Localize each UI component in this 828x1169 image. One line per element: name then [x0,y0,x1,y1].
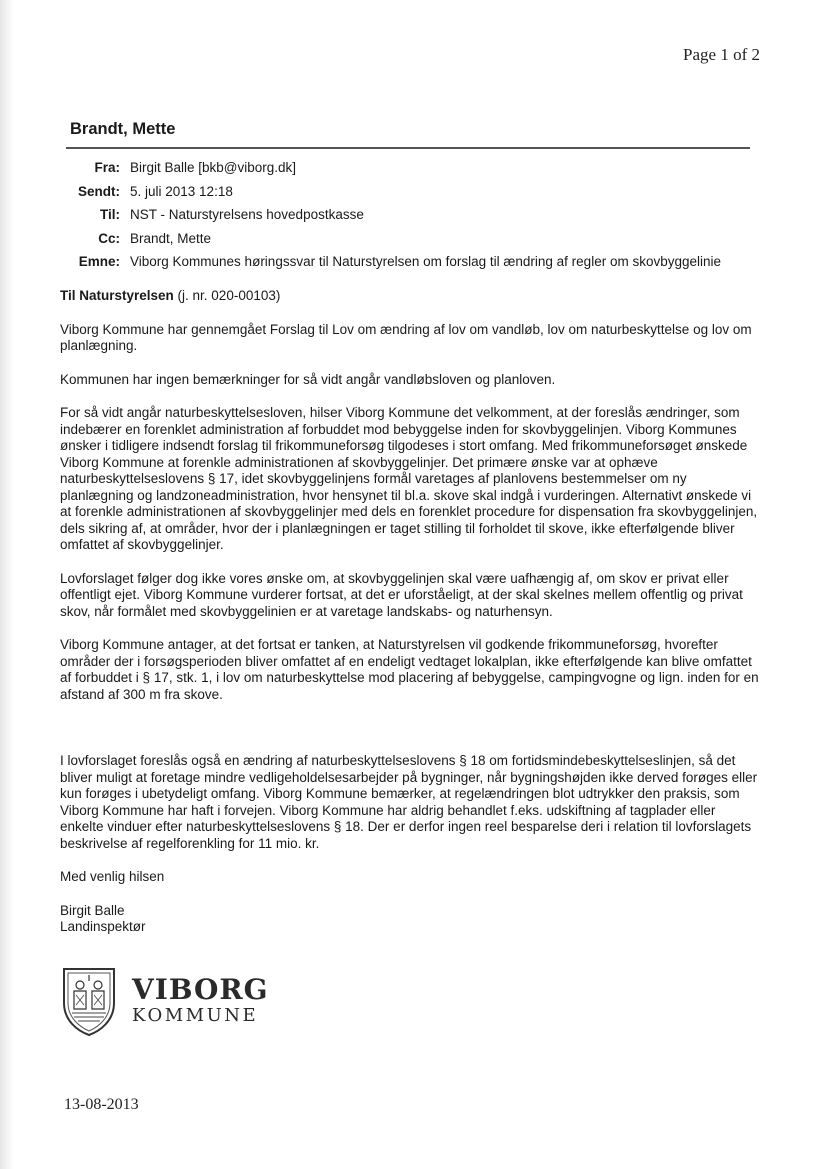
header-divider [66,147,750,149]
header-value: NST - Naturstyrelsens hovedpostkasse [130,207,364,222]
header-label: Sendt: [78,183,120,199]
header-to [70,203,721,227]
addressee-line [60,288,760,305]
addressee-name: Til Naturstyrelsen [60,288,174,303]
header-label: Cc: [98,230,120,246]
signer-name: Birgit Balle [60,902,125,918]
logo-subtitle: KOMMUNE [132,1005,259,1026]
paragraph-section-18: I lovforslaget foreslås også en ændring af naturbeskyttelseslovens § 18 om fortidsmindebeskyttelseslinjen, så det bliver muligt at foretage mindre vedligeholdelsesarbejder på bygninger, når bygningshøjden ikke derved forøges eller kun forøges i ubetydeligt omfang. Viborg Kommune bemærker, at regelændringen blot udtrykker den praksis, som Viborg Kommune har haft i forvejen. Viborg Kommune har aldrig behandlet f.eks. udskiftning af tagplader eller enkelte vinduer efter naturbeskyttelseslovens § 18. Der er derfor ingen reel besparelse deri i relation til lovforslagets beskrivelse af regelforenkling for 11 mio. kr. [60,753,758,851]
header-sent [70,180,721,204]
header-value: 5. juli 2013 12:18 [130,183,233,199]
paragraph-forest-ownership: Lovforslaget følger dog ikke vores ønske om, at skovbyggelinjen skal være uafhængig af, om skov er privat eller offentligt ejet. Viborg Kommune vurderer fortsat, at det er uforståeligt, at der skal skelnes mellem offentlig og privat skov, når formålet med skovbyggelinien er at varetage landskabs- og naturhensyn. [60,570,743,619]
closing-greeting: Med venlig hilsen [60,869,165,884]
header-from [70,156,721,180]
paragraph-nature-protection: For så vidt angår naturbeskyttelsesloven, hilser Viborg Kommune det velkomment, at der foreslås ændringer, som indebærer en forenklet administration af forbuddet mod bebyggelse inden for skovbyggelinjen. Viborg Kommunes ønsker i tidligere indsendt forslag til frikommuneforsøg tilgodeses i stort omfang. Med frikommuneforsøget ønskede Viborg Kommune at forenkle administrationen af skovbyggelinjer. Det primære ønske var at ophæve naturbeskyttelseslovens § 17, idet skovbyggelinjens formål varetages af planlovens bestemmelser om ny planlægning og landzoneadministration, hvor hensynet til bl.a. skove skal indgå i vurderingen. Alternativt ønskede vi at forenkle administrationen af skovbyggelinjer med dels en forenklet procedure for dispensation fra skovbyggelinjen, dels sikring af, at områder, hvor der i planlægningen er taget stilling til forholdet til skove, ikke efterfølgende bliver omfattet af skovbyggelinjer. [60,405,758,552]
signature-block [60,869,760,936]
logo-name: VIBORG [132,973,269,1006]
received-date-stamp: 13-08-2013 [64,1096,139,1113]
signer-title: Landinspektør [60,919,146,934]
page-number: Page 1 of 2 [683,45,760,64]
email-header-fields [70,156,721,274]
paragraph-no-remarks: Kommunen har ingen bemærkninger for så vidt angår vandløbsloven og planloven. [60,371,556,387]
header-cc [70,227,721,251]
logo-wordmark [132,975,269,1027]
header-label: Fra: [94,160,120,175]
paragraph-local-plan: Viborg Kommune antager, at det fortsat er tanken, at Naturstyrelsen vil godkende frikommuneforsøg, hvorefter områder der i forsøgsperioden bliver omfattet af en endeligt vedtaget lokalplan, ikke efterfølgende kan blive omfattet af forbuddet i § 17, stk. 1, i lov om naturbeskyttelse mod placering af bebyggelse, campingvogne og lign. inden for en afstand af 300 m fra skove. [60,637,759,702]
header-label: Emne: [78,254,120,269]
header-value: Viborg Kommunes høringssvar til Naturstyrelsen om forslag til ændring af regler om skovbyggelinie [130,254,722,269]
scan-edge-shadow [0,0,14,1169]
viborg-kommune-logo [60,965,269,1037]
header-value: Birgit Balle [bkb@viborg.dk] [130,160,297,175]
sender-name: Brandt, Mette [70,120,176,138]
coat-of-arms-icon [60,965,118,1037]
paragraph-review: Viborg Kommune har gennemgået Forslag til Lov om ændring af lov om vandløb, lov om naturbeskyttelse og lov om planlægning. [60,321,752,353]
header-label: Til: [100,207,120,222]
header-value: Brandt, Mette [130,230,212,246]
case-reference: (j. nr. 020-00103) [173,288,281,303]
header-subject [70,250,721,274]
letter-body [60,288,760,936]
